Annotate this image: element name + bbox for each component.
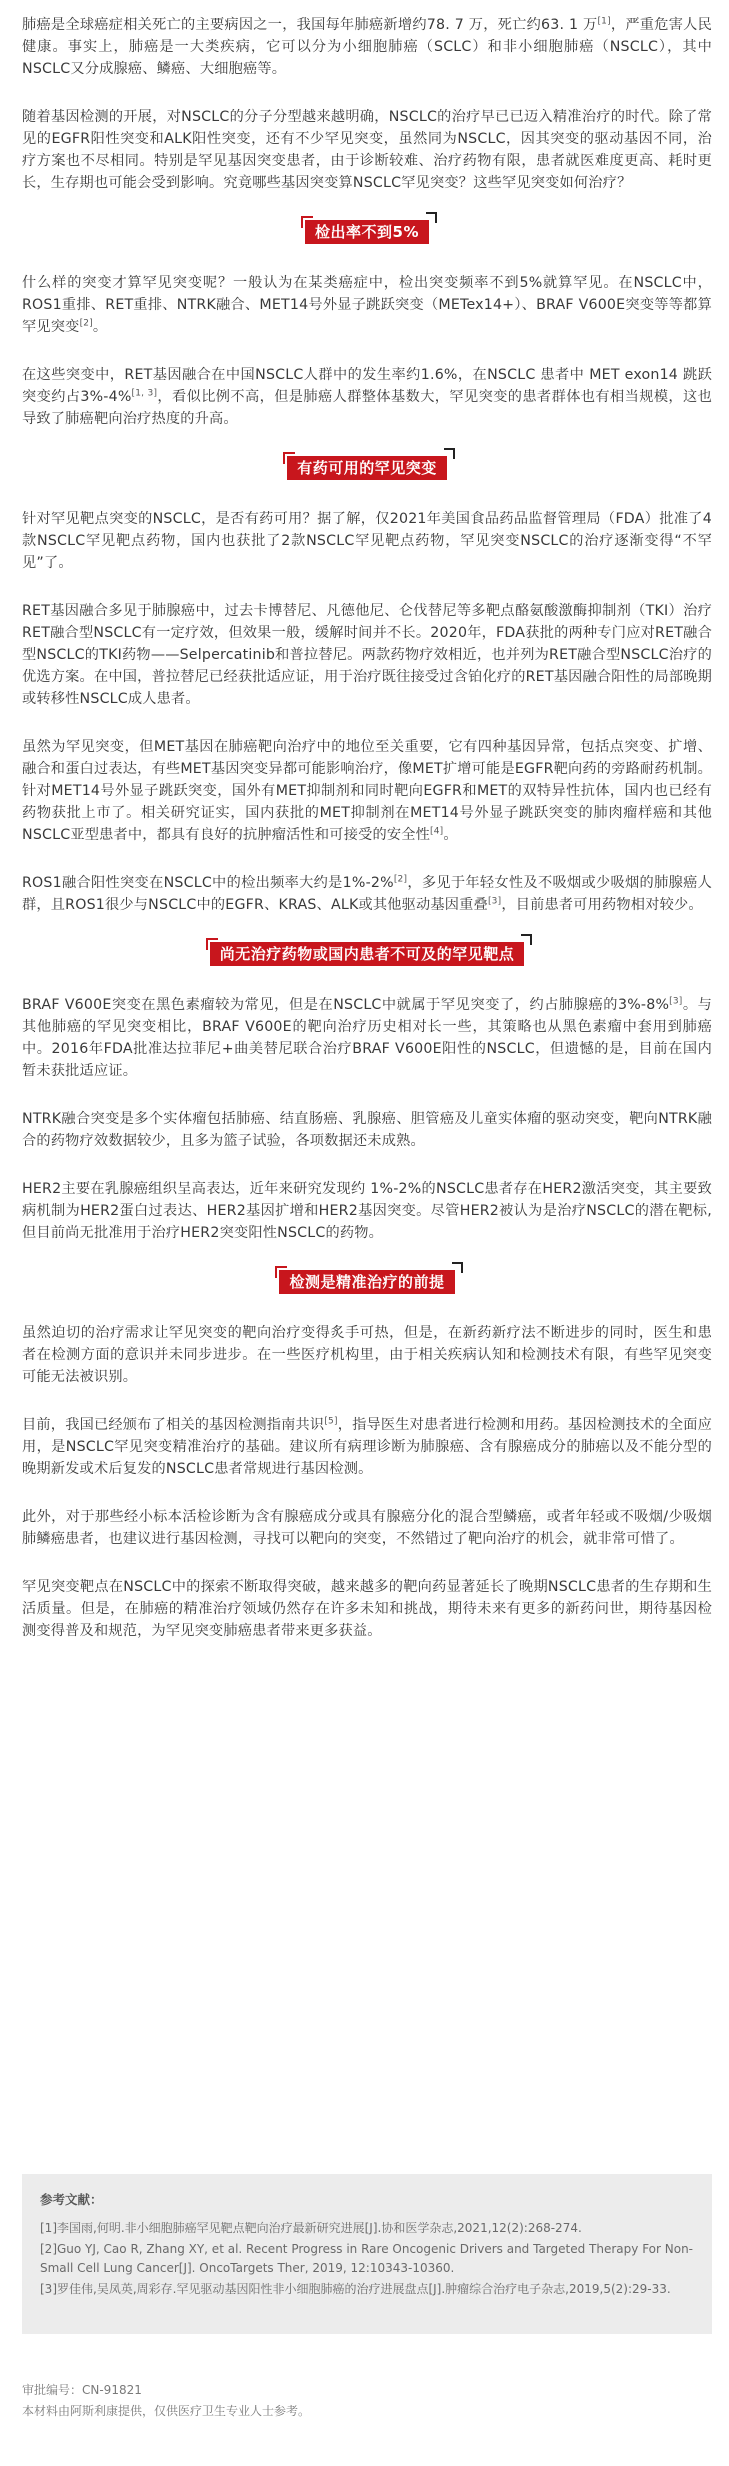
section4-paragraph-2: 目前，我国已经颁布了相关的基因检测指南共识[5]，指导医生对患者进行检测和用药。基因检测技术的全面应用，是NSCLC罕见突变精准治疗的基础。建议所有病理诊断为肺腺癌、含有腺癌成分的肺癌以及不能分型的晚期新发或术后复发的NSCLC患者常规进行基因检测。: [22, 1416, 712, 1477]
disclaimer-note: 本材料由阿斯利康提供，仅供医疗卫生专业人士参考。: [22, 2404, 311, 2418]
references-title: 参考文献：: [40, 2192, 103, 2207]
citation[interactable]: [3]: [669, 996, 683, 1007]
section-title: 尚无治疗药物或国内患者不可及的罕见靶点: [210, 942, 525, 966]
citation[interactable]: [3]: [487, 896, 502, 907]
intro-paragraph-1: 肺癌是全球癌症相关死亡的主要病因之一，我国每年肺癌新增约78. 7 万，死亡约63. 1 万[1]，严重危害人民健康。事实上，肺癌是一大类疾病，它可以分为小细胞肺癌（SCLC）和非小细胞肺癌（NSCLC），其中NSCLC又分成腺癌、鳞癌、大细胞癌等。: [22, 16, 712, 77]
section-heading-testing: [22, 1270, 712, 1294]
section2-paragraph-1: 针对罕见靶点突变的NSCLC，是否有药可用？据了解，仅2021年美国食品药品监督管理局（FDA）批准了4款NSCLC罕见靶点药物，国内也获批了2款NSCLC罕见靶点药物，罕见突变NSCLC的治疗逐渐变得“不罕见”了。: [22, 511, 712, 571]
section4-paragraph-4: 罕见突变靶点在NSCLC中的探索不断取得突破，越来越多的靶向药显著延长了晚期NSCLC患者的生存期和生活质量。但是，在肺癌的精准治疗领域仍然存在许多未知和挑战，期待未来有更多的新药问世，期待基因检测变得普及和规范，为罕见突变肺癌患者带来更多获益。: [22, 1579, 712, 1639]
article-body: [22, 14, 712, 1668]
section2-paragraph-4: ROS1融合阳性突变在NSCLC中的检出频率大约是1%-2%[2]，多见于年轻女性及不吸烟或少吸烟的肺腺癌人群，且ROS1很少与NSCLC中的EGFR、KRAS、ALK或其他驱动基因重叠[3]，目前患者可用药物相对较少。: [22, 874, 713, 913]
citation[interactable]: [2]: [79, 318, 93, 329]
citation[interactable]: [2]: [393, 874, 408, 885]
intro-paragraph-2: 随着基因检测的开展，对NSCLC的分子分型越来越明确，NSCLC的治疗早已已迈入精准治疗的时代。除了常见的EGFR阳性突变和ALK阳性突变，还有不少罕见突变，虽然同为NSCLC，因其突变的驱动基因不同，治疗方案也不尽相同。特别是罕见基因突变患者，由于诊断较难、治疗药物有限，患者就医难度更高、耗时更长，生存期也可能会受到影响。究竟哪些基因突变算NSCLC罕见突变？这些罕见突变如何治疗？: [22, 109, 712, 191]
section-heading-drug-available: [22, 456, 712, 480]
section-title: 检测是精准治疗的前提: [279, 1270, 454, 1294]
citation[interactable]: [5]: [324, 1416, 338, 1427]
section3-paragraph-2: NTRK融合突变是多个实体瘤包括肺癌、结直肠癌、乳腺癌、胆管癌及儿童实体瘤的驱动突变，靶向NTRK融合的药物疗效数据较少，且多为篮子试验，各项数据还未成熟。: [22, 1111, 712, 1149]
citation[interactable]: [1]: [597, 16, 611, 27]
section3-paragraph-3: HER2主要在乳腺癌组织呈高表达，近年来研究发现约 1%-2%的NSCLC患者存在HER2激活突变，其主要致病机制为HER2蛋白过表达、HER2基因扩增和HER2基因突变。尽管HER2被认为是治疗NSCLC的潜在靶标, 但目前尚无批准用于治疗HER2突变阳性NSCLC的药物。: [22, 1181, 712, 1241]
reference-item: [1]李国雨,何明.非小细胞肺癌罕见靶点靶向治疗最新研究进展[J].协和医学杂志,2021,12(2):268-274.: [40, 2221, 582, 2235]
section4-paragraph-1: 虽然迫切的治疗需求让罕见突变的靶向治疗变得炙手可热，但是，在新药新疗法不断进步的同时，医生和患者在检测方面的意识并未同步进步。在一些医疗机构里，由于相关疾病认知和检测技术有限，有些罕见突变可能无法被识别。: [22, 1325, 712, 1385]
section1-paragraph-2: 在这些突变中，RET基因融合在中国NSCLC人群中的发生率约1.6%，在NSCLC 患者中 MET exon14 跳跃突变约占3%-4%[1, 3]，看似比例不高，但是肺癌人群整体基数大，罕见突变的患者群体也有相当规模，这也导致了肺癌靶向治疗热度的升高。: [22, 367, 713, 427]
section-heading-detection-rate: [22, 220, 712, 244]
reference-item: [2]Guo YJ, Cao R, Zhang XY, et al. Recent Progress in Rare Oncogenic Drivers and Targeted Therapy For Non-Small Cell Lung Cancer[J]. OncoTargets Ther, 2019, 12:10343-10360.: [40, 2242, 694, 2275]
section2-paragraph-3: 虽然为罕见突变，但MET基因在肺癌靶向治疗中的地位至关重要，它有四种基因异常，包括点突变、扩增、融合和蛋白过表达，有些MET基因突变异都可能影响治疗，像MET扩增可能是EGFR靶向药的旁路耐药机制。针对MET14号外显子跳跃突变，国外有MET抑制剂和同时靶向EGFR和MET的双特异性抗体，国内也已经有药物获批上市了。相关研究证实，国内获批的MET抑制剂在MET14号外显子跳跃突变的肺肉瘤样癌和其他NSCLC亚型患者中，都具有良好的抗肿瘤活性和可接受的安全性[4]。: [22, 739, 712, 843]
section1-paragraph-1: 什么样的突变才算罕见突变呢？一般认为在某类癌症中，检出突变频率不到5%就算罕见。在NSCLC中，ROS1重排、RET重排、NTRK融合、MET14号外显子跳跃突变（METex14+）、BRAF V600E突变等等都算罕见突变[2]。: [22, 275, 712, 335]
citation[interactable]: [4]: [430, 826, 444, 837]
section4-paragraph-3: 此外，对于那些经小标本活检诊断为含有腺癌成分或具有腺癌分化的混合型鳞癌，或者年轻或不吸烟/少吸烟肺鳞癌患者，也建议进行基因检测，寻找可以靶向的突变，不然错过了靶向治疗的机会，就非常可惜了。: [22, 1509, 712, 1547]
section-title: 有药可用的罕见突变: [287, 456, 447, 480]
section2-paragraph-2: RET基因融合多见于肺腺癌中，过去卡博替尼、凡德他尼、仑伐替尼等多靶点酪氨酸激酶抑制剂（TKI）治疗RET融合型NSCLC有一定疗效，但效果一般，缓解时间并不长。2020年，FDA获批的两种专门应对RET融合型NSCLC的TKI药物——Selpercatinib和普拉替尼。两款药物疗效相近，也并列为RET融合型NSCLC治疗的优选方案。在中国，普拉替尼已经获批适应证，用于治疗既往接受过含铂化疗的RET基因融合阳性的局部晚期或转移性NSCLC成人患者。: [22, 603, 712, 707]
approval-number: 审批编号：CN-91821: [22, 2383, 142, 2397]
section-title: 检出率不到5%: [305, 220, 429, 244]
citation[interactable]: [1, 3]: [131, 388, 158, 399]
section-heading-no-drug: [22, 942, 712, 966]
reference-item: [3]罗佳伟,吴凤英,周彩存.罕见驱动基因阳性非小细胞肺癌的治疗进展盘点[J].肿瘤综合治疗电子杂志,2019,5(2):29-33.: [40, 2282, 671, 2296]
section3-paragraph-1: BRAF V600E突变在黑色素瘤较为常见，但是在NSCLC中就属于罕见突变了，约占肺腺癌的3%-8%[3]。与其他肺癌的罕见突变相比，BRAF V600E的靶向治疗历史相对长一些，其策略也从黑色素瘤中套用到肺癌中。2016年FDA批准达拉菲尼+曲美替尼联合治疗BRAF V600E阳性的NSCLC，但遗憾的是，目前在国内暂未获批适应证。: [22, 996, 712, 1079]
footer: [22, 2380, 712, 2422]
references-box: [22, 2174, 712, 2334]
